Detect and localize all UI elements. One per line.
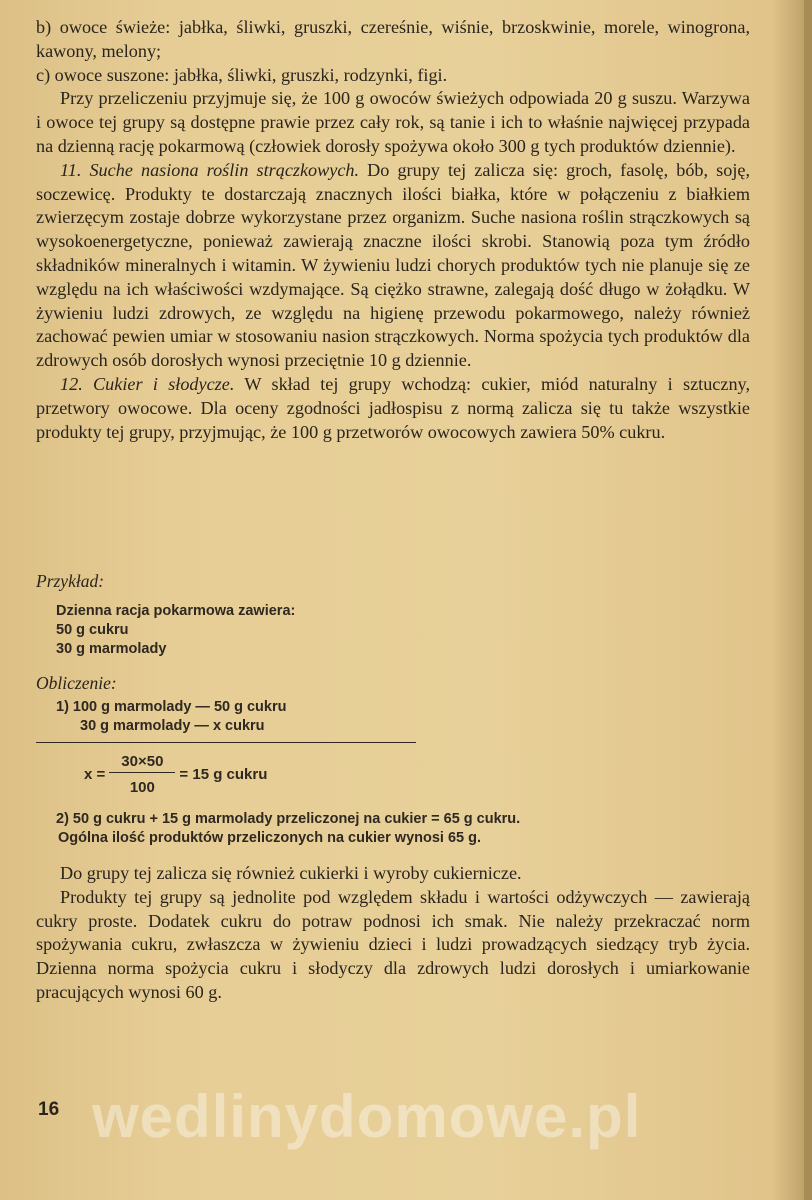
section-12-heading: 12. Cukier i słodycze. — [60, 373, 235, 394]
closing-text-block — [36, 862, 750, 1005]
list-item-b: b) owoce świeże: jabłka, śliwki, gruszki, czereśnie, wiśnie, brzoskwinie, morele, winogrona, kawony, melony; — [36, 17, 750, 61]
watermark: wedlinydomowe.pl — [92, 1083, 642, 1150]
formula — [84, 753, 750, 796]
example-line: 50 g cukru — [56, 622, 129, 638]
page-number: 16 — [38, 1099, 60, 1120]
section-11-heading: 11. Suche nasiona roślin strączkowych. — [60, 159, 360, 180]
page-edge — [804, 0, 812, 1200]
example-line: 30 g marmolady — [56, 641, 167, 657]
calculation-step-2 — [56, 810, 750, 848]
section-12-text: W skład tej grupy wchodzą: cukier, miód naturalny i sztuczny, przetwory owocowe. Dla oceny zgodności jadłospisu z normą zalicza się tu także wszystkie produkty tej grupy, przyjmując, że 100 g przetworów owocowych zawiera 50% cukru. — [36, 373, 751, 442]
example-line: Dzienna racja pokarmowa zawiera: — [56, 603, 296, 619]
fraction — [109, 753, 175, 796]
calculation-line: 1) 100 g marmolady — 50 g cukru — [56, 699, 287, 715]
paragraph-sugar-norm: Produkty tej grupy są jednolite pod względem składu i wartości odżywczych — zawierają cukry proste. Dodatek cukru do potraw podnosi ich smak. Nie należy przekraczać norm spożywania cukru, zwłaszcza w żywieniu dzieci i ludzi prowadzących siedzący tryb życia. Dzienna norma spożycia cukru i słodyczy dla zdrowych ludzi dorosłych i umiarkowanie pracujących wynosi 60 g. — [36, 886, 750, 1002]
example-label: Przykład: — [36, 571, 105, 591]
calculation-line: 2) 50 g cukru + 15 g marmolady przeliczonej na cukier = 65 g cukru. — [56, 811, 521, 827]
section-11-paragraph — [36, 159, 750, 373]
paragraph-conversion: Przy przeliczeniu przyjmuje się, że 100 g owoców świeżych odpowiada 20 g suszu. Warzywa i owoce tej grupy są dostępne prawie przez cały rok, są tanie i ich to właśnie najwięcej przypada na dzienną rację pokarmową (człowiek dorosły spożywa około 300 g tych produktów dziennie). — [36, 88, 750, 156]
example-section — [36, 571, 750, 848]
section-12-paragraph — [36, 373, 750, 444]
horizontal-rule — [36, 742, 416, 743]
section-11-text: Do grupy tej zalicza się: groch, fasolę, bób, soję, soczewicę. Produkty te dostarczają znacznych ilości białka, które w połączeniu z białkiem zwierzęcym zostaje dobrze wykorzystane przez organizm. Suche nasiona roślin strączkowych są wysokoenergetyczne, ponieważ zawierają znaczne ilości skrobi. Stanowią poza tym źródło składników mineralnych i witamin. W żywieniu ludzi chorych produktów tych nie planuje się ze względu na ich właściwości wzdymające. Są ciężko strawne, zalegają dość długo w żołądku. W żywieniu ludzi zdrowych, ze względu na higienę przewodu pokarmowego, należy również zachować pewien umiar w stosowaniu nasion strączkowych. Norma spożycia tych produktów dla zdrowych osób dorosłych wynosi przeciętnie 10 g dziennie. — [36, 159, 750, 371]
formula-lhs: x = — [84, 766, 106, 783]
paragraph-sweets: Do grupy tej zalicza się również cukierki i wyroby cukiernicze. — [60, 863, 522, 883]
fraction-denominator: 100 — [129, 779, 155, 796]
list-item-c: c) owoce suszone: jabłka, śliwki, gruszki, rodzynki, figi. — [36, 64, 448, 85]
calculation-step-1 — [56, 698, 750, 736]
calculation-line: 30 g marmolady — x cukru — [80, 718, 265, 734]
main-text-block — [36, 16, 750, 444]
example-block — [56, 602, 750, 659]
calculation-label: Obliczenie: — [36, 673, 117, 693]
calculation-line: Ogólna ilość produktów przeliczonych na cukier wynosi 65 g. — [58, 830, 482, 846]
fraction-numerator: 30×50 — [109, 753, 175, 773]
formula-rhs: = 15 g cukru — [179, 766, 268, 783]
